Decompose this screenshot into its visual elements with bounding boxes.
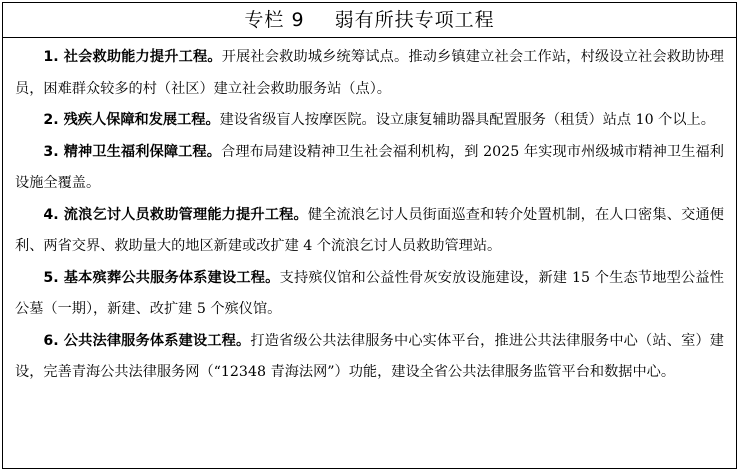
item-heading: 6. 公共法律服务体系建设工程。: [43, 332, 251, 349]
column-box: [2, 2, 737, 469]
item-text: 建设省级盲人按摩医院。设立康复辅助器具配置服务（租赁）站点 10 个以上。: [219, 112, 715, 128]
item-text: 合理布局建设精神卫生社会福利机构，到 2025 年实现市州级城市精神卫生福利设施全覆盖。: [15, 143, 724, 191]
list-item: [15, 42, 724, 105]
item-text: 开展社会救助城乡统筹试点。推动乡镇建立社会工作站，村级设立社会救助协理员，困难群众较多的村（社区）建立社会救助服务站（点）。: [15, 49, 724, 97]
item-text: 打造省级公共法律服务中心实体平台，推进公共法律服务中心（站、室）建设，完善青海公共法律服务网（“12348 青海法网”）功能，建设全省公共法律服务监管平台和数据中心。: [15, 332, 724, 380]
list-item: [15, 200, 724, 263]
item-heading: 5. 基本殡葬公共服务体系建设工程。: [43, 269, 280, 286]
list-item: [15, 326, 724, 389]
list-item: [15, 263, 724, 326]
box-title-text: 弱有所扶专项工程: [334, 9, 495, 31]
item-heading: 2. 残疾人保障和发展工程。: [43, 112, 220, 128]
item-text: 健全流浪乞讨人员街面巡查和转介处置机制，在人口密集、交通便利、两省交界、救助量大的地区新建或改扩建 4 个流浪乞讨人员救助管理站。: [15, 206, 724, 254]
list-item: [15, 137, 724, 200]
box-title: [3, 3, 736, 38]
item-heading: 3. 精神卫生福利保障工程。: [43, 143, 222, 160]
item-heading: 1. 社会救助能力提升工程。: [43, 49, 222, 65]
list-item: [15, 105, 724, 137]
item-list: [3, 38, 736, 389]
item-text: 支持殡仪馆和公益性骨灰安放设施建设，新建 15 个生态节地型公益性公墓（一期），新建、改扩建 5 个殡仪馆。: [15, 269, 724, 317]
item-heading: 4. 流浪乞讨人员救助管理能力提升工程。: [43, 206, 308, 223]
box-label: 专栏 9: [244, 9, 305, 31]
